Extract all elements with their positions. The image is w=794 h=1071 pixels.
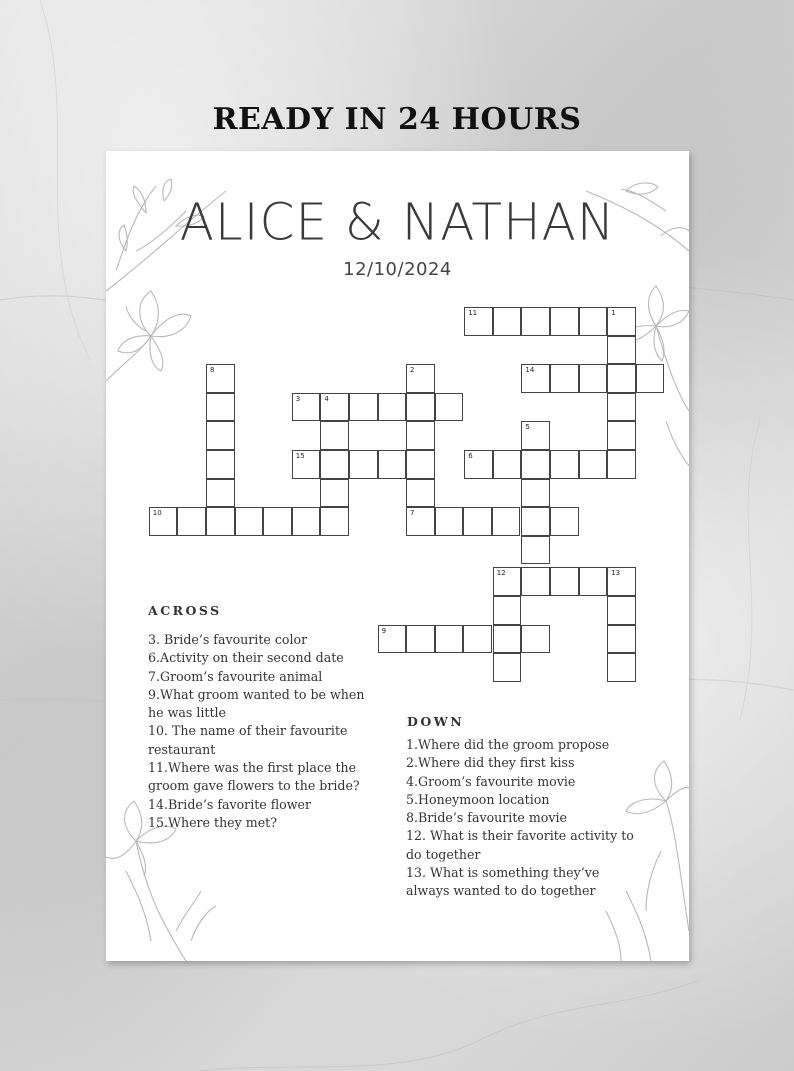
grid-cell[interactable] <box>607 625 636 654</box>
grid-cell[interactable] <box>493 596 522 625</box>
grid-cell[interactable] <box>206 364 235 393</box>
grid-cell[interactable] <box>607 421 636 450</box>
clue-item: 8.Bride’s favourite movie <box>406 810 567 826</box>
grid-cell[interactable] <box>292 507 321 536</box>
grid-cell[interactable] <box>320 450 349 479</box>
clue-item: 7.Groom’s favourite animal <box>148 668 323 684</box>
grid-cell[interactable] <box>464 450 493 479</box>
down-clues <box>406 736 646 901</box>
clue-item: do together <box>406 846 481 862</box>
grid-cell[interactable] <box>521 307 550 336</box>
clue-item: 2.Where did they first kiss <box>406 755 575 771</box>
grid-cell[interactable] <box>493 307 522 336</box>
across-heading: ACROSS <box>148 603 222 618</box>
grid-cell[interactable] <box>521 567 550 596</box>
grid-cell[interactable] <box>320 507 349 536</box>
grid-cell[interactable] <box>521 364 550 393</box>
grid-cell[interactable] <box>493 653 522 682</box>
grid-cell[interactable] <box>607 653 636 682</box>
grid-cell[interactable] <box>521 479 550 508</box>
clue-number: 9 <box>381 626 387 635</box>
grid-cell[interactable] <box>378 625 407 654</box>
clue-item: 12. What is their favorite activity to <box>406 828 634 844</box>
grid-cell[interactable] <box>579 450 608 479</box>
grid-cell[interactable] <box>521 507 550 536</box>
grid-cell[interactable] <box>463 507 492 536</box>
clue-item: 10. The name of their favourite <box>148 723 348 739</box>
grid-cell[interactable] <box>378 393 407 422</box>
grid-cell[interactable] <box>493 567 522 596</box>
grid-cell[interactable] <box>406 450 435 479</box>
grid-cell[interactable] <box>579 307 608 336</box>
grid-cell[interactable] <box>579 567 608 596</box>
clue-item: 14.Bride’s favorite flower <box>148 796 311 812</box>
grid-cell[interactable] <box>406 393 435 422</box>
clue-item: groom gave flowers to the bride? <box>148 778 360 794</box>
grid-cell[interactable] <box>406 625 435 654</box>
clue-number: 1 <box>611 309 616 317</box>
clue-number: 10 <box>152 509 162 518</box>
grid-cell[interactable] <box>521 625 550 654</box>
clue-item: always wanted to do together <box>406 883 596 899</box>
clue-number: 7 <box>410 509 415 518</box>
grid-cell[interactable] <box>550 507 579 536</box>
clue-number: 12 <box>496 569 506 578</box>
clue-item: 5.Honeymoon location <box>406 791 550 807</box>
grid-cell[interactable] <box>406 421 435 450</box>
grid-cell[interactable] <box>378 450 407 479</box>
grid-cell[interactable] <box>607 336 636 365</box>
grid-cell[interactable] <box>464 307 493 336</box>
clue-item: 1.Where did the groom propose <box>406 737 610 752</box>
clue-number: 6 <box>468 452 473 460</box>
grid-cell[interactable] <box>607 450 636 479</box>
grid-cell[interactable] <box>206 507 235 536</box>
grid-cell[interactable] <box>521 450 550 479</box>
grid-cell[interactable] <box>463 625 492 654</box>
clue-number: 14 <box>525 366 535 375</box>
grid-cell[interactable] <box>492 507 521 536</box>
clue-number: 15 <box>295 452 305 460</box>
clue-item: restaurant <box>148 741 216 757</box>
crossword-card <box>106 151 689 961</box>
grid-cell[interactable] <box>206 393 235 422</box>
grid-cell[interactable] <box>206 450 235 479</box>
grid-cell[interactable] <box>607 364 636 393</box>
grid-cell[interactable] <box>149 507 178 536</box>
grid-cell[interactable] <box>177 507 206 536</box>
grid-cell[interactable] <box>493 450 522 479</box>
grid-cell[interactable] <box>636 364 665 393</box>
grid-cell[interactable] <box>607 393 636 422</box>
clue-item: 4.Groom’s favourite movie <box>406 773 576 789</box>
grid-cell[interactable] <box>435 393 464 422</box>
grid-cell[interactable] <box>263 507 292 536</box>
clue-number: 3 <box>295 394 301 403</box>
grid-cell[interactable] <box>550 307 579 336</box>
grid-cell[interactable] <box>349 450 378 479</box>
couple-names: ALICE & NATHAN <box>179 192 616 252</box>
clue-item: 9.What groom wanted to be when <box>148 686 365 702</box>
grid-cell[interactable] <box>206 421 235 450</box>
grid-cell[interactable] <box>406 507 435 536</box>
wedding-date: 12/10/2024 <box>343 259 452 280</box>
grid-cell[interactable] <box>406 364 435 393</box>
grid-cell[interactable] <box>349 393 378 422</box>
ready-banner: READY IN 24 HOURS <box>212 102 582 137</box>
grid-cell[interactable] <box>292 393 321 422</box>
grid-cell[interactable] <box>235 507 264 536</box>
grid-cell[interactable] <box>550 567 579 596</box>
clue-number: 13 <box>611 569 621 578</box>
clue-item: he was little <box>148 705 226 721</box>
grid-cell[interactable] <box>320 421 349 450</box>
grid-cell[interactable] <box>406 479 435 508</box>
clue-item: 15.Where they met? <box>148 814 277 830</box>
clue-item: 13. What is something they’ve <box>406 865 600 881</box>
grid-cell[interactable] <box>521 536 550 565</box>
grid-cell[interactable] <box>320 393 349 422</box>
clue-number: 5 <box>525 423 530 432</box>
grid-cell[interactable] <box>206 479 235 508</box>
clue-number: 8 <box>210 366 215 375</box>
grid-cell[interactable] <box>435 625 464 654</box>
grid-cell[interactable] <box>607 596 636 625</box>
clue-number: 4 <box>324 394 329 403</box>
grid-cell[interactable] <box>607 567 636 596</box>
clue-item: 11.Where was the first place the <box>148 760 357 776</box>
clue-number: 11 <box>468 309 478 317</box>
grid-cell[interactable] <box>435 507 464 536</box>
grid-cell[interactable] <box>493 625 522 654</box>
grid-cell[interactable] <box>292 450 321 479</box>
clue-item: 6.Activity on their second date <box>148 650 344 666</box>
grid-cell[interactable] <box>607 307 636 336</box>
grid-cell[interactable] <box>579 364 608 393</box>
grid-cell[interactable] <box>521 421 550 450</box>
grid-cell[interactable] <box>550 450 579 479</box>
grid-cell[interactable] <box>550 364 579 393</box>
down-heading: DOWN <box>407 714 465 729</box>
grid-cell[interactable] <box>320 479 349 508</box>
across-clues <box>148 631 373 832</box>
clue-item: 3. Bride’s favourite color <box>148 632 308 647</box>
clue-number: 2 <box>410 366 415 375</box>
